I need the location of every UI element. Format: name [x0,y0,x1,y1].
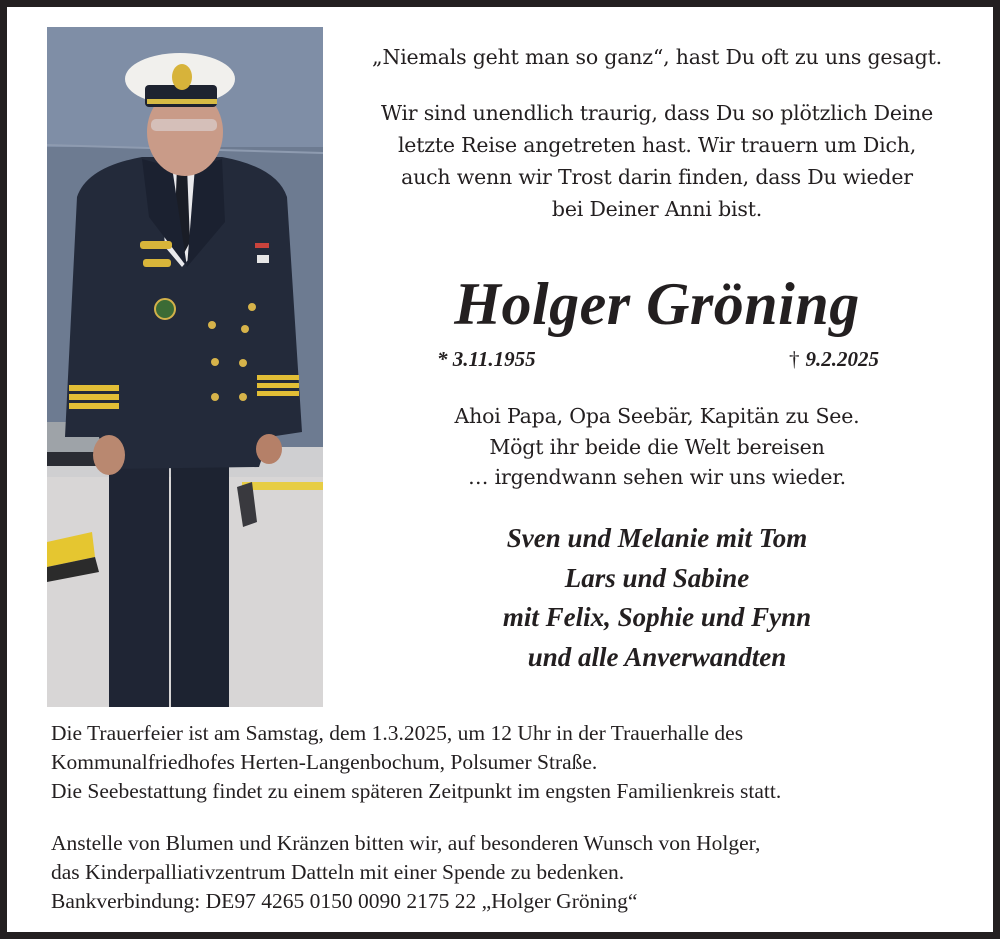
verse-line: Ahoi Papa, Opa Seebär, Kapitän zu See. [454,404,860,428]
deceased-name: Holger Gröning [454,271,860,337]
verse-line: … irgendwann sehen wir uns wieder. [468,465,846,489]
intro-line: auch wenn wir Trost darin finden, dass Du wieder [401,165,913,189]
funeral-line: Kommunalfriedhofes Herten-Langenbochum, Polsumer Straße. [51,750,598,774]
intro-paragraph [347,97,967,225]
life-dates [437,347,879,375]
portrait-photo [47,27,323,707]
death-date: 9.2.2025 [805,347,879,371]
family-line: und alle Anverwandten [527,641,787,672]
funeral-line: Die Trauerfeier ist am Samstag, dem 1.3.2025, um 12 Uhr in der Trauerhalle des [51,721,744,745]
funeral-details [51,719,971,806]
intro-line: bei Deiner Anni bist. [551,197,763,221]
funeral-line: Die Seebestattung findet zu einem späteren Zeitpunkt im engsten Familienkreis statt. [51,779,782,803]
birth-date: * 3.11.1955 [437,347,536,371]
donation-details [51,829,971,916]
death-date-group [789,347,879,372]
farewell-verse [347,401,967,493]
intro-line: Wir sind unendlich traurig, dass Du so plötzlich Deine [380,101,934,125]
donation-line: Bankverbindung: DE97 4265 0150 0090 2175 22 „Holger Gröning“ [51,889,638,913]
portrait-photo-icon [47,27,323,707]
verse-line: Mögt ihr beide die Welt bereisen [489,434,825,459]
family-line: mit Felix, Sophie und Fynn [502,602,812,632]
donation-line: Anstelle von Blumen und Kränzen bitten wir, auf besonderen Wunsch von Holger, [51,831,761,855]
donation-line: das Kinderpalliativzentrum Datteln mit einer Spende zu bedenken. [51,860,625,884]
family-line: Sven und Melanie mit Tom [506,523,808,553]
quote-text: „Niemals geht man so ganz“, hast Du oft zu uns gesagt. [372,45,942,69]
family-line: Lars und Sabine [564,562,750,593]
family-signatures [427,519,887,677]
intro-line: letzte Reise angetreten hast. Wir trauern um Dich, [397,133,917,157]
cross-icon: † [789,347,800,371]
